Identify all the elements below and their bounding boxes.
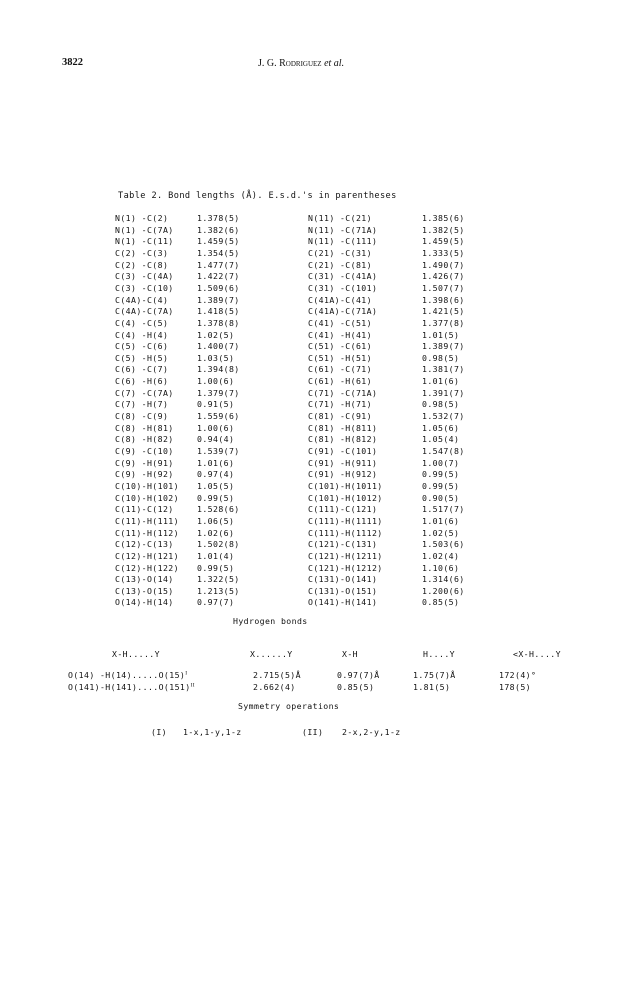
bond-row <box>115 597 555 609</box>
bond-label: C(91) -H(912) <box>308 469 378 480</box>
author-suffix: et al. <box>324 58 345 69</box>
bond-label: C(2) -C(8) <box>115 259 169 270</box>
bond-label: C(41) -H(41) <box>308 329 372 340</box>
bond-label: C(10)-H(102) <box>115 492 179 503</box>
bond-value: 1.05(4) <box>422 434 460 445</box>
bond-row <box>115 318 555 330</box>
bond-value: 1.490(7) <box>422 259 465 270</box>
bond-value: 1.03(5) <box>197 352 235 363</box>
bond-row <box>115 330 555 342</box>
bond-value: 1.547(8) <box>422 446 465 456</box>
bond-label: C(131)-O(141) <box>308 574 378 585</box>
sym-op-label: (I) <box>151 727 167 737</box>
bond-value: 1.06(5) <box>197 515 235 526</box>
hb-hy: 1.81(5) <box>413 682 451 692</box>
hydrogen-bond-row <box>0 682 624 694</box>
bond-value: 1.05(5) <box>197 480 235 491</box>
hb-label: O(14) $-H(14).....O(15)^I$ <box>68 670 188 680</box>
bond-value: 1.400(7) <box>197 341 240 352</box>
bond-value: 1.421(5) <box>422 306 465 317</box>
bond-label: C(11)-H(111) <box>115 515 179 526</box>
bond-value: 1.477(7) <box>197 259 240 270</box>
hb-header-hy: H....Y <box>423 649 455 659</box>
bond-value: 1.02(5) <box>422 527 460 538</box>
bond-label: C(121)-H(1211) <box>308 550 383 561</box>
bond-row <box>115 551 555 563</box>
bond-label: C(91) -H(911) <box>308 457 378 468</box>
hb-header-xh: X-H <box>342 649 358 659</box>
bond-row <box>115 306 555 318</box>
symmetry-operations-row <box>0 727 624 739</box>
bond-value: 1.391(7) <box>422 387 465 398</box>
bond-label: C(101)-H(1012) <box>308 492 383 503</box>
bond-value: 1.354(5) <box>197 247 240 258</box>
bond-value: 1.539(7) <box>197 446 240 456</box>
bond-label: O(141)-H(141) <box>308 597 378 608</box>
bond-value: 1.459(5) <box>197 236 240 247</box>
hb-xy: 2.662(4) <box>253 682 296 692</box>
bond-row <box>115 271 555 283</box>
bond-value: 1.01(6) <box>197 457 235 468</box>
bond-label: C(3) -C(10) <box>115 282 174 293</box>
bond-label: N(1) -C(11) <box>115 236 174 247</box>
bond-value: 1.333(5) <box>422 247 465 258</box>
bond-label: C(51) -C(61) <box>308 341 372 352</box>
bond-label: C(5) -H(5) <box>115 352 169 363</box>
bond-value: 1.389(7) <box>197 294 240 305</box>
bond-label: C(31) -C(101) <box>308 282 378 293</box>
bond-label: N(1) -C(2) <box>115 213 169 223</box>
hb-angle: 178(5) <box>499 682 531 692</box>
hb-header-xy: X......Y <box>250 649 293 659</box>
bond-value: 1.01(4) <box>197 550 235 561</box>
bond-value: 0.91(5) <box>197 399 235 410</box>
bond-label: N(11) -C(111) <box>308 236 378 247</box>
bond-row <box>115 213 555 225</box>
author-name: Rodriguez <box>279 58 322 69</box>
bond-value: 0.97(7) <box>197 597 235 608</box>
bond-label: O(14)-H(14) <box>115 597 174 608</box>
bond-value: 1.378(5) <box>197 213 240 223</box>
bond-value: 0.98(5) <box>422 399 460 410</box>
bond-row <box>115 295 555 307</box>
bond-value: 1.418(5) <box>197 306 240 317</box>
bond-label: C(91) -C(101) <box>308 446 378 456</box>
bond-row <box>115 411 555 423</box>
symmetry-operations-title: Symmetry operations <box>238 701 340 711</box>
bond-value: 1.509(6) <box>197 282 240 293</box>
bond-label: C(111)-H(1112) <box>308 527 383 538</box>
bond-value: 1.422(7) <box>197 271 240 282</box>
bond-row <box>115 481 555 493</box>
table-caption: Table 2. Bond lengths (Å). E.s.d.'s in parentheses <box>118 191 397 201</box>
bond-row <box>115 446 555 458</box>
bond-row <box>115 469 555 481</box>
bond-label: C(81) -H(811) <box>308 422 378 433</box>
bond-label: C(7) -C(7A) <box>115 387 174 398</box>
bond-value: 0.99(5) <box>197 492 235 503</box>
bond-value: 1.528(6) <box>197 504 240 515</box>
bond-value: 1.559(6) <box>197 411 240 422</box>
bond-value: 1.01(6) <box>422 515 460 526</box>
bond-row <box>115 353 555 365</box>
bond-value: 0.97(4) <box>197 469 235 480</box>
bond-label: C(71) -H(71) <box>308 399 372 410</box>
bond-label: C(41A)-C(71A) <box>308 306 378 317</box>
sym-op-expr: 2-x,2-y,1-z <box>342 727 401 737</box>
bond-label: C(9) -C(10) <box>115 446 174 456</box>
sym-op-label: (II) <box>302 727 324 737</box>
bond-value: 1.378(8) <box>197 317 240 328</box>
bond-value: 1.507(7) <box>422 282 465 293</box>
bond-value: 1.10(6) <box>422 562 460 573</box>
bond-value: 1.200(6) <box>422 585 465 596</box>
bond-row <box>115 539 555 551</box>
bond-label: C(6) -H(6) <box>115 376 169 387</box>
bond-value: 0.90(5) <box>422 492 460 503</box>
hb-angle: 172(4)° <box>499 670 537 680</box>
bond-label: C(3) -C(4A) <box>115 271 174 282</box>
hb-hy: 1.75(7)Å <box>413 670 456 680</box>
bond-label: C(31) -C(41A) <box>308 271 378 282</box>
bond-label: C(12)-C(13) <box>115 539 174 550</box>
bond-value: 0.94(4) <box>197 434 235 445</box>
bond-row <box>115 504 555 516</box>
sym-op-expr: 1-x,1-y,1-z <box>183 727 242 737</box>
bond-label: N(11) -C(21) <box>308 213 372 223</box>
bond-value: 1.05(6) <box>422 422 460 433</box>
bond-value: 1.394(8) <box>197 364 240 375</box>
bond-value: 1.00(6) <box>197 376 235 387</box>
bond-label: C(51) -H(51) <box>308 352 372 363</box>
bond-label: C(5) -C(6) <box>115 341 169 352</box>
bond-label: C(61) -H(61) <box>308 376 372 387</box>
bond-label: C(41A)-C(41) <box>308 294 372 305</box>
bond-label: C(81) -C(91) <box>308 411 372 422</box>
bond-value: 0.85(5) <box>422 597 460 608</box>
bond-row <box>115 225 555 237</box>
bond-row <box>115 434 555 446</box>
bond-label: C(121)-C(131) <box>308 539 378 550</box>
bond-label: C(4) -C(5) <box>115 317 169 328</box>
bond-label: C(21) -C(31) <box>308 247 372 258</box>
bond-label: C(6) -C(7) <box>115 364 169 375</box>
bond-label: C(121)-H(1212) <box>308 562 383 573</box>
bond-label: C(4) -H(4) <box>115 329 169 340</box>
hb-header-angle: <X-H....Y <box>513 649 561 659</box>
bond-row <box>115 248 555 260</box>
bond-label: C(7) -H(7) <box>115 399 169 410</box>
bond-value: 1.213(5) <box>197 585 240 596</box>
bond-value: 1.02(6) <box>197 527 235 538</box>
bond-value: 1.426(7) <box>422 271 465 282</box>
bond-label: C(11)-C(12) <box>115 504 174 515</box>
bond-row <box>115 260 555 272</box>
bond-row <box>115 283 555 295</box>
hb-xy: 2.715(5)Å <box>253 670 301 680</box>
author-initials: J. G. <box>258 58 280 69</box>
bond-value: 1.398(6) <box>422 294 465 305</box>
bond-row <box>115 458 555 470</box>
hb-label: $O(141)-H(141)....O(151)^{II}$ <box>68 682 196 692</box>
bond-label: C(131)-O(151) <box>308 585 378 596</box>
hb-xh: 0.97(7)Å <box>337 670 380 680</box>
bond-value: 1.502(8) <box>197 539 240 550</box>
bond-row <box>115 399 555 411</box>
bond-row <box>115 364 555 376</box>
hb-header-xhy: X-H.....Y <box>112 649 160 659</box>
bond-label: C(12)-H(122) <box>115 562 179 573</box>
bond-row <box>115 236 555 248</box>
bond-label: C(8) -H(81) <box>115 422 174 433</box>
bond-row <box>115 563 555 575</box>
bond-row <box>115 574 555 586</box>
bond-label: C(111)-H(1111) <box>308 515 383 526</box>
bond-value: 1.379(7) <box>197 387 240 398</box>
bond-row <box>115 528 555 540</box>
bond-row <box>115 516 555 528</box>
bond-value: 1.01(5) <box>422 329 460 340</box>
bond-label: C(11)-H(112) <box>115 527 179 538</box>
bond-label: C(12)-H(121) <box>115 550 179 561</box>
bond-value: 1.00(7) <box>422 457 460 468</box>
bond-label: C(10)-H(101) <box>115 480 179 491</box>
bond-value: 1.382(6) <box>197 224 240 235</box>
bond-value: 1.459(5) <box>422 236 465 247</box>
page-number: 3822 <box>62 57 83 68</box>
bond-value: 1.532(7) <box>422 411 465 422</box>
bond-value: 0.99(5) <box>422 469 460 480</box>
bond-label: N(1) -C(7A) <box>115 224 174 235</box>
bond-label: C(61) -C(71) <box>308 364 372 375</box>
bond-value: 1.02(4) <box>422 550 460 561</box>
bond-row <box>115 341 555 353</box>
bond-value: 1.517(7) <box>422 504 465 515</box>
bond-label: C(13)-O(14) <box>115 574 174 585</box>
bond-label: C(111)-C(121) <box>308 504 378 515</box>
bond-value: 1.382(5) <box>422 224 465 235</box>
bond-row <box>115 376 555 388</box>
bond-row <box>115 586 555 598</box>
bond-label: C(8) -H(82) <box>115 434 174 445</box>
bond-row <box>115 423 555 435</box>
hydrogen-bonds-title: Hydrogen bonds <box>233 616 308 626</box>
bond-label: C(9) -H(91) <box>115 457 174 468</box>
hb-xh: 0.85(5) <box>337 682 375 692</box>
bond-value: 1.389(7) <box>422 341 465 352</box>
bond-value: 1.01(6) <box>422 376 460 387</box>
bond-label: C(4A)-C(4) <box>115 294 169 305</box>
bond-label: C(21) -C(81) <box>308 259 372 270</box>
bond-value: 1.503(6) <box>422 539 465 550</box>
bond-value: 1.381(7) <box>422 364 465 375</box>
bond-label: N(11) -C(71A) <box>308 224 378 235</box>
bond-label: C(13)-O(15) <box>115 585 174 596</box>
bond-value: 1.377(8) <box>422 317 465 328</box>
bond-value: 1.314(6) <box>422 574 465 585</box>
bond-label: C(2) -C(3) <box>115 247 169 258</box>
bond-label: C(41) -C(51) <box>308 317 372 328</box>
bond-label: C(81) -H(812) <box>308 434 378 445</box>
hydrogen-bond-row <box>0 670 624 682</box>
bond-value: 0.98(5) <box>422 352 460 363</box>
bond-value: 0.99(5) <box>422 480 460 491</box>
bond-value: 1.322(5) <box>197 574 240 585</box>
bond-value: 1.00(6) <box>197 422 235 433</box>
running-head <box>258 58 344 69</box>
bond-row <box>115 388 555 400</box>
bond-value: 1.385(6) <box>422 213 465 223</box>
bond-label: C(9) -H(92) <box>115 469 174 480</box>
bond-label: C(101)-H(1011) <box>308 480 383 491</box>
bond-label: C(8) -C(9) <box>115 411 169 422</box>
bond-value: 0.99(5) <box>197 562 235 573</box>
bond-label: C(4A)-C(7A) <box>115 306 174 317</box>
bond-label: C(71) -C(71A) <box>308 387 378 398</box>
bond-value: 1.02(5) <box>197 329 235 340</box>
bond-row <box>115 493 555 505</box>
